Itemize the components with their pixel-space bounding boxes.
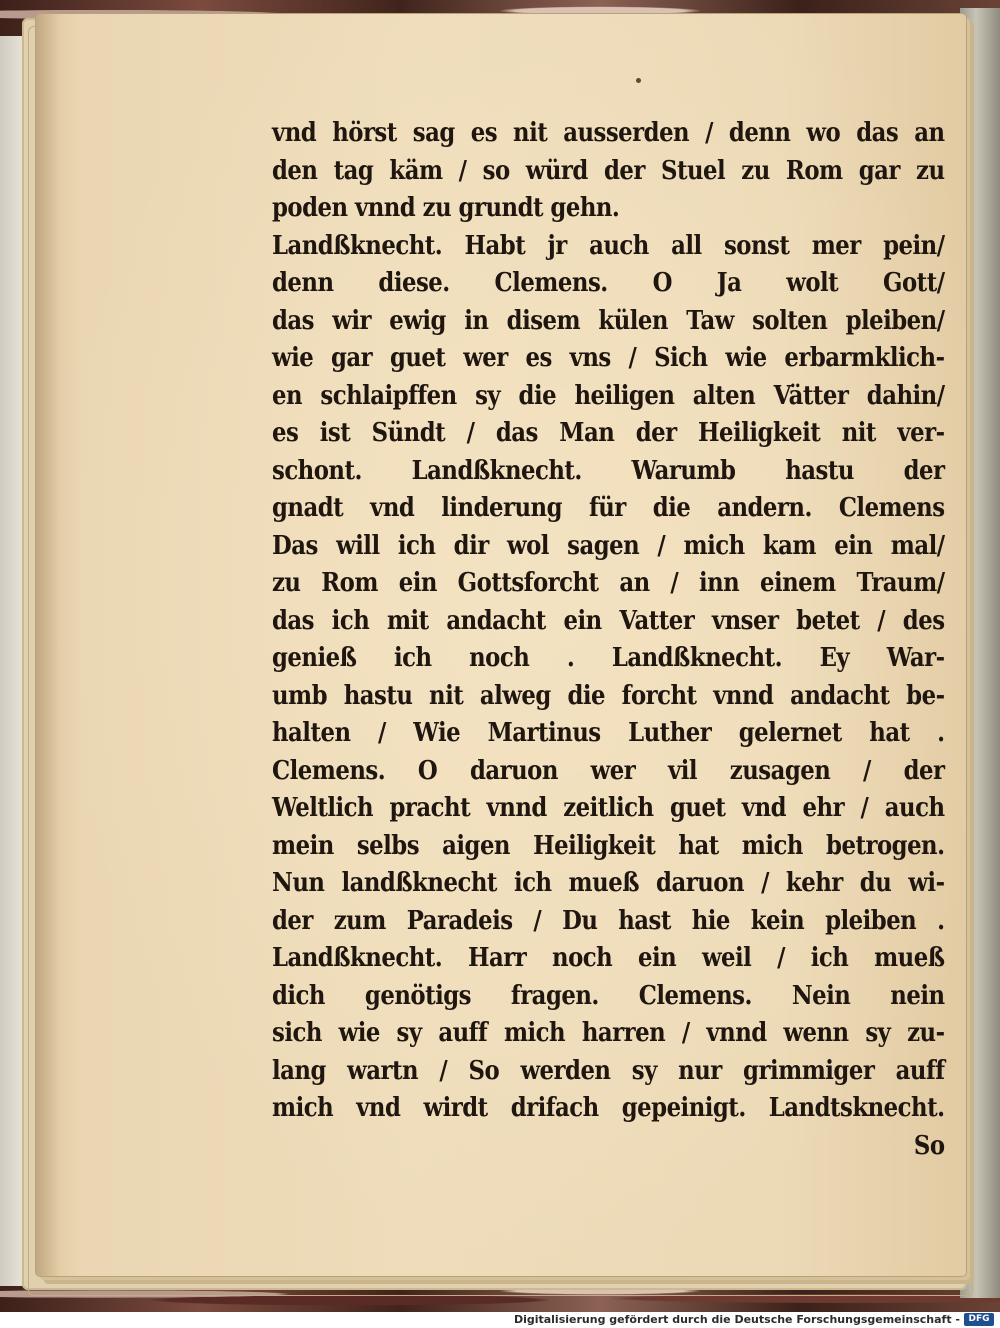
text-line: sich wie sy auff mich harren / vnnd wenn sy zu- [272, 1017, 945, 1048]
text-line: genieß ich noch . Landßknecht. Ey War- [272, 642, 945, 673]
text-line: Das will ich dir wol sagen / mich kam ein mal/ [272, 529, 945, 561]
text-line: dich genötigs fragen. Clemens. Nein nein [272, 979, 945, 1011]
text-line: en schlaipffen sy die heiligen alten Vätter dahin/ [272, 379, 945, 411]
text-line: mein selbs aigen Heiligkeit hat mich betrogen. [272, 829, 945, 861]
text-line: lang wartn / So werden sy nur grimmiger auff [272, 1054, 945, 1086]
text-line: Clemens. O daruon wer vil zusagen / der [272, 754, 945, 786]
text-line: umb hastu nit alweg die forcht vnnd andacht be- [272, 679, 945, 711]
text-line: Nun landßknecht ich mueß daruon / kehr du wi- [272, 867, 945, 898]
text-line: gnadt vnd linderung für die andern. Clemens [272, 492, 945, 523]
text-line: mich vnd wirdt drifach gepeinigt. Landtsknecht. [272, 1092, 945, 1123]
book-page [36, 14, 966, 1276]
text-line: Weltlich pracht vnnd zeitlich guet vnd ehr / auch [272, 792, 945, 823]
text-line: poden vnnd zu grundt gehn. [272, 192, 620, 223]
text-line: vnd hörst sag es nit ausserden / denn wo das an [272, 117, 945, 148]
dfg-logo: DFG [964, 1313, 994, 1326]
funding-credit: Digitalisierung gefördert durch die Deutsche Forschungsgemeinschaft - [513, 1313, 960, 1326]
text-block [272, 114, 944, 1164]
text-line: den tag käm / so würd der Stuel zu Rom gar zu [272, 154, 945, 186]
text-line: halten / Wie Martinus Luther gelernet hat . [272, 717, 945, 748]
text-line: es ist Sündt / das Man der Heiligkeit nit ver- [272, 417, 945, 448]
text-line: Landßknecht. Habt jr auch all sonst mer pein/ [272, 229, 945, 261]
text-line: wie gar guet wer es vns / Sich wie erbarmklich- [272, 342, 945, 373]
text-line: zu Rom ein Gottsforcht an / inn einem Traum/ [272, 567, 945, 598]
page-mark [636, 78, 641, 83]
text-line: das ich mit andacht ein Vatter vnser betet / des [272, 604, 945, 636]
text-line: denn diese. Clemens. O Ja wolt Gott/ [272, 267, 945, 298]
text-line: der zum Paradeis / Du hast hie kein pleiben . [272, 904, 945, 936]
catchword: So [913, 1129, 945, 1161]
text-line: schont. Landßknecht. Warumb hastu der [272, 454, 945, 486]
text-line: Landßknecht. Harr noch ein weil / ich mueß [272, 942, 945, 973]
text-line: das wir ewig in disem külen Taw solten pleiben/ [272, 304, 945, 336]
